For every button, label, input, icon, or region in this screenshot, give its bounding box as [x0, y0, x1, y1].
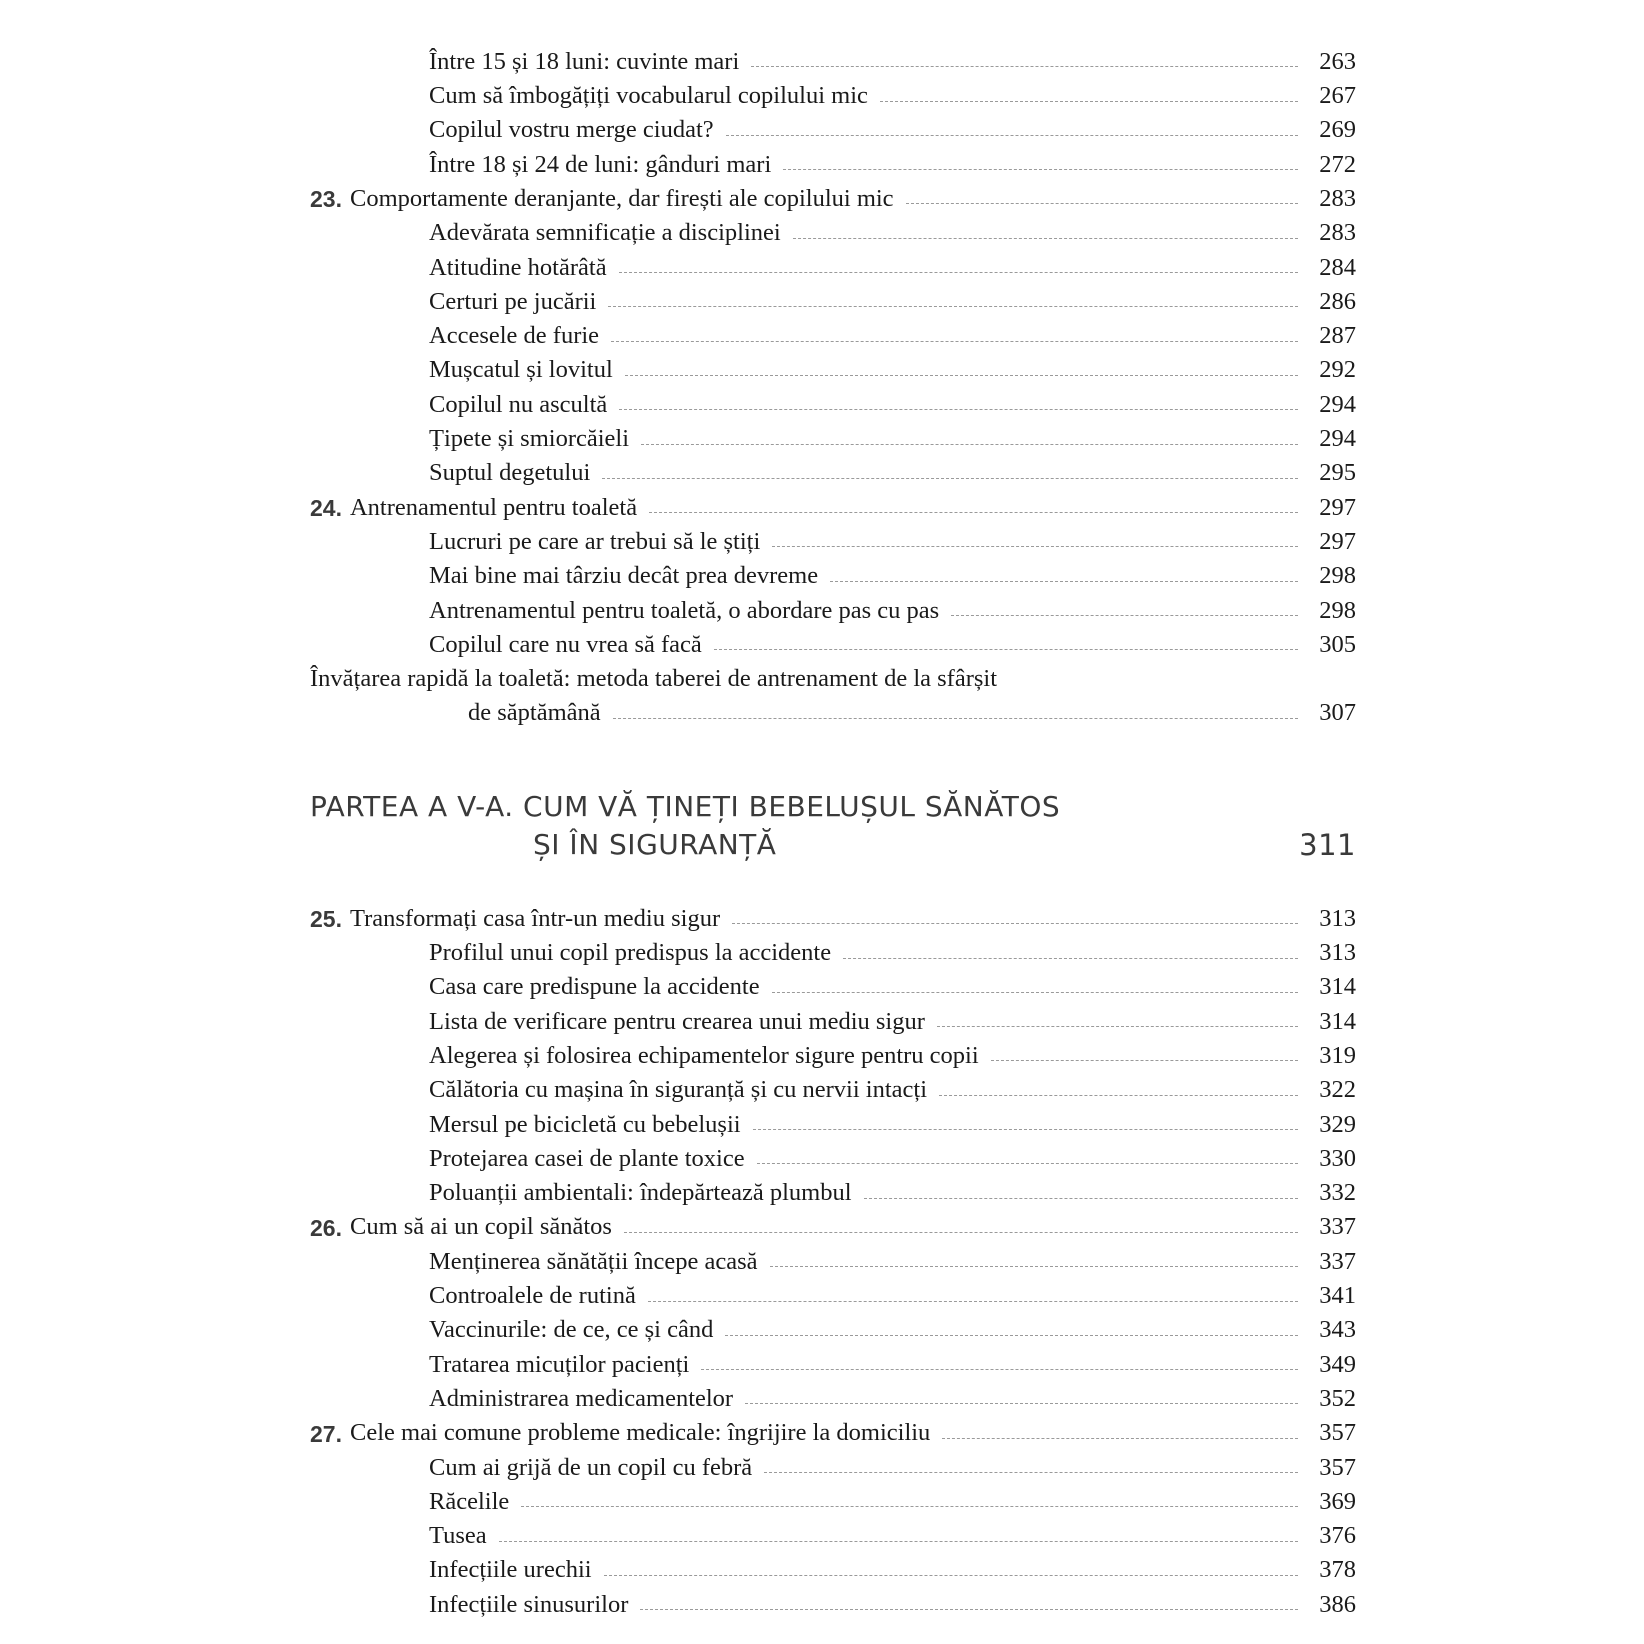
dot-leader — [732, 923, 1298, 924]
page-number: 294 — [1319, 425, 1356, 453]
entry-title: Adevărata semnificație a disciplinei — [429, 219, 781, 247]
page-number: 287 — [1319, 322, 1356, 350]
entry-title: Infecțiile urechii — [429, 1556, 592, 1584]
dot-leader — [602, 478, 1298, 479]
toc-entry[interactable] — [310, 1068, 1356, 1102]
entry-title: Țipete și smiorcăieli — [429, 425, 630, 453]
toc-entry[interactable] — [310, 520, 1356, 554]
dot-leader — [726, 135, 1298, 136]
toc-entry[interactable] — [310, 74, 1356, 108]
dot-leader — [725, 1335, 1298, 1336]
entry-title: Casa care predispune la accidente — [429, 973, 760, 1001]
page-number: 357 — [1319, 1453, 1356, 1481]
toc-entry[interactable] — [310, 1480, 1356, 1514]
dot-leader — [991, 1060, 1298, 1061]
toc-section-a — [310, 40, 1356, 726]
toc-entry[interactable] — [310, 1137, 1356, 1171]
toc-entry[interactable] — [310, 554, 1356, 588]
entry-title: Copilul nu ascultă — [429, 390, 608, 418]
part-heading — [310, 790, 1356, 882]
toc-entry[interactable] — [310, 931, 1356, 965]
toc-chapter-entry[interactable] — [310, 1411, 1356, 1445]
part-page-number: 311 — [1299, 828, 1356, 862]
page-number: 298 — [1319, 562, 1356, 590]
dot-leader — [764, 1472, 1298, 1473]
toc-entry[interactable] — [310, 417, 1356, 451]
entry-title: Accesele de furie — [429, 322, 600, 350]
dot-leader — [793, 238, 1298, 239]
entry-title: Antrenamentul pentru toaletă — [349, 493, 638, 521]
page-number: 269 — [1319, 116, 1356, 144]
chapter-number: 23. — [310, 186, 342, 213]
dot-leader — [906, 203, 1298, 204]
dot-leader — [753, 1129, 1298, 1130]
entry-title: Mușcatul și lovitul — [429, 356, 613, 384]
page-number: 341 — [1319, 1282, 1356, 1310]
page-number: 298 — [1319, 596, 1356, 624]
entry-title: Comportamente deranjante, dar firești ale copilului mic — [349, 184, 894, 212]
entry-title: Administrarea medicamentelor — [429, 1384, 734, 1412]
dot-leader — [714, 649, 1298, 650]
entry-title: Menținerea sănătății începe acasă — [429, 1247, 758, 1275]
entry-title: Vaccinurile: de ce, ce și când — [429, 1316, 714, 1344]
page-number: 319 — [1319, 1041, 1356, 1069]
entry-title: Alegerea și folosirea echipamentelor sigure pentru copii — [429, 1041, 979, 1069]
toc-entry[interactable] — [310, 383, 1356, 417]
toc-entry[interactable] — [310, 1000, 1356, 1034]
entry-title: Călătoria cu mașina în siguranță și cu nervii intacți — [429, 1076, 928, 1104]
toc-entry[interactable] — [310, 623, 1356, 657]
toc-entry[interactable] — [310, 349, 1356, 383]
toc-entry[interactable] — [310, 1377, 1356, 1411]
dot-leader — [951, 615, 1298, 616]
toc-entry[interactable] — [310, 692, 1356, 726]
chapter-number: 25. — [310, 906, 342, 933]
toc-entry[interactable] — [310, 40, 1356, 74]
entry-title: Poluanții ambientali: îndepărtează plumbul — [429, 1179, 852, 1207]
toc-entry[interactable] — [310, 280, 1356, 314]
entry-title: Cum să îmbogățiți vocabularul copilului mic — [429, 82, 868, 110]
toc-chapter-entry[interactable] — [310, 1206, 1356, 1240]
dot-leader — [613, 718, 1298, 719]
page-number: 263 — [1319, 47, 1356, 75]
toc-entry[interactable] — [310, 314, 1356, 348]
entry-title: Mersul pe bicicletă cu bebelușii — [429, 1110, 741, 1138]
dot-leader — [648, 1301, 1298, 1302]
entry-title: Protejarea casei de plante toxice — [429, 1144, 745, 1172]
toc-chapter-entry[interactable] — [310, 486, 1356, 520]
entry-title: Cum ai grijă de un copil cu febră — [429, 1453, 753, 1481]
entry-title: Între 15 și 18 luni: cuvinte mari — [429, 47, 740, 75]
toc-entry[interactable] — [310, 109, 1356, 143]
page-number: 329 — [1319, 1110, 1356, 1138]
entry-title: Infecțiile sinusurilor — [429, 1590, 629, 1618]
page-number: 283 — [1319, 184, 1356, 212]
dot-leader — [783, 169, 1298, 170]
toc-entry[interactable] — [310, 589, 1356, 623]
entry-title: Atitudine hotărâtă — [429, 253, 607, 281]
dot-leader — [880, 101, 1298, 102]
entry-title: Copilul vostru merge ciudat? — [429, 116, 714, 144]
dot-leader — [770, 1266, 1298, 1267]
dot-leader — [830, 581, 1298, 582]
chapter-number: 24. — [310, 495, 342, 522]
dot-leader — [942, 1438, 1298, 1439]
entry-title: Antrenamentul pentru toaletă, o abordare pas cu pas — [429, 596, 940, 624]
dot-leader — [745, 1403, 1298, 1404]
dot-leader — [937, 1026, 1298, 1027]
toc-entry[interactable] — [310, 1034, 1356, 1068]
entry-title: Mai bine mai târziu decât prea devreme — [429, 562, 819, 590]
entry-title: Profilul unui copil predispus la accidente — [429, 939, 832, 967]
page-number: 369 — [1319, 1487, 1356, 1515]
entry-title: Certuri pe jucării — [429, 287, 597, 315]
toc-entry[interactable] — [310, 1274, 1356, 1308]
page-number: 313 — [1319, 939, 1356, 967]
page-number: 286 — [1319, 287, 1356, 315]
toc-entry[interactable] — [310, 1549, 1356, 1583]
page-number: 330 — [1319, 1144, 1356, 1172]
toc-entry[interactable] — [310, 657, 1356, 691]
dot-leader — [604, 1575, 1298, 1576]
page-number: 305 — [1319, 630, 1356, 658]
page-number: 314 — [1319, 973, 1356, 1001]
toc-entry[interactable] — [310, 1171, 1356, 1205]
page-number: 386 — [1319, 1590, 1356, 1618]
dot-leader — [611, 341, 1298, 342]
toc-section-b — [310, 897, 1356, 1617]
dot-leader — [619, 272, 1298, 273]
chapter-number: 26. — [310, 1214, 342, 1241]
part-title-line2: ȘI ÎN SIGURANȚĂ — [533, 828, 777, 861]
entry-title: Lista de verificare pentru crearea unui mediu sigur — [429, 1007, 925, 1035]
toc-entry[interactable] — [310, 1583, 1356, 1617]
dot-leader — [521, 1506, 1298, 1507]
dot-leader — [624, 1232, 1298, 1233]
toc-entry[interactable] — [310, 211, 1356, 245]
page-number: 294 — [1319, 390, 1356, 418]
dot-leader — [843, 958, 1298, 959]
dot-leader — [939, 1095, 1298, 1096]
entry-title: Copilul care nu vrea să facă — [429, 630, 702, 658]
toc-entry[interactable] — [310, 1103, 1356, 1137]
dot-leader — [625, 375, 1298, 376]
page-number: 292 — [1319, 356, 1356, 384]
entry-title: Cum să ai un copil sănătos — [349, 1213, 612, 1241]
entry-title: Suptul degetului — [429, 459, 591, 487]
page-number: 337 — [1319, 1247, 1356, 1275]
toc-entry[interactable] — [310, 1309, 1356, 1343]
entry-title: Tusea — [429, 1522, 487, 1550]
dot-leader — [864, 1198, 1298, 1199]
toc-chapter-entry[interactable] — [310, 177, 1356, 211]
entry-title: Răcelile — [429, 1487, 510, 1515]
page-number: 313 — [1319, 904, 1356, 932]
page-number: 297 — [1319, 527, 1356, 555]
page-number: 272 — [1319, 150, 1356, 178]
toc-entry[interactable] — [310, 143, 1356, 177]
dot-leader — [701, 1369, 1298, 1370]
entry-title: de săptămână — [468, 699, 601, 727]
dot-leader — [640, 1609, 1298, 1610]
dot-leader — [619, 409, 1298, 410]
dot-leader — [757, 1163, 1298, 1164]
toc-entry[interactable] — [310, 1343, 1356, 1377]
entry-title: Cele mai comune probleme medicale: îngrijire la domiciliu — [349, 1419, 931, 1447]
entry-title: Controalele de rutină — [429, 1282, 636, 1310]
page-number: 295 — [1319, 459, 1356, 487]
entry-title: Tratarea micuților pacienți — [429, 1350, 690, 1378]
toc-entry[interactable] — [310, 246, 1356, 280]
part-title-line1: PARTEA A V-A. CUM VĂ ȚINEȚI BEBELUȘUL SĂNĂTOS — [310, 790, 1061, 823]
page-number: 349 — [1319, 1350, 1356, 1378]
page-number: 352 — [1319, 1384, 1356, 1412]
page-number: 378 — [1319, 1556, 1356, 1584]
entry-title: Lucruri pe care ar trebui să le știți — [429, 527, 761, 555]
chapter-number: 27. — [310, 1420, 342, 1447]
page-number: 376 — [1319, 1522, 1356, 1550]
page-number: 297 — [1319, 493, 1356, 521]
page-number: 322 — [1319, 1076, 1356, 1104]
toc-entry[interactable] — [310, 452, 1356, 486]
entry-title: Transformați casa într-un mediu sigur — [349, 904, 721, 932]
dot-leader — [751, 66, 1298, 67]
toc-entry[interactable] — [310, 966, 1356, 1000]
page-number: 332 — [1319, 1179, 1356, 1207]
page-number: 357 — [1319, 1419, 1356, 1447]
dot-leader — [499, 1541, 1298, 1542]
toc-entry[interactable] — [310, 1446, 1356, 1480]
entry-title: Învățarea rapidă la toaletă: metoda taberei de antrenament de la sfârșit — [310, 665, 998, 693]
toc-chapter-entry[interactable] — [310, 897, 1356, 931]
toc-entry[interactable] — [310, 1514, 1356, 1548]
page-number: 343 — [1319, 1316, 1356, 1344]
page-number: 284 — [1319, 253, 1356, 281]
dot-leader — [641, 444, 1298, 445]
dot-leader — [608, 306, 1298, 307]
page-number: 314 — [1319, 1007, 1356, 1035]
entry-title: Între 18 și 24 de luni: gânduri mari — [429, 150, 772, 178]
toc-entry[interactable] — [310, 1240, 1356, 1274]
page-number: 283 — [1319, 219, 1356, 247]
dot-leader — [772, 992, 1298, 993]
dot-leader — [772, 546, 1298, 547]
page-number: 337 — [1319, 1213, 1356, 1241]
dot-leader — [649, 512, 1298, 513]
page-number: 307 — [1319, 699, 1356, 727]
page-number: 267 — [1319, 82, 1356, 110]
